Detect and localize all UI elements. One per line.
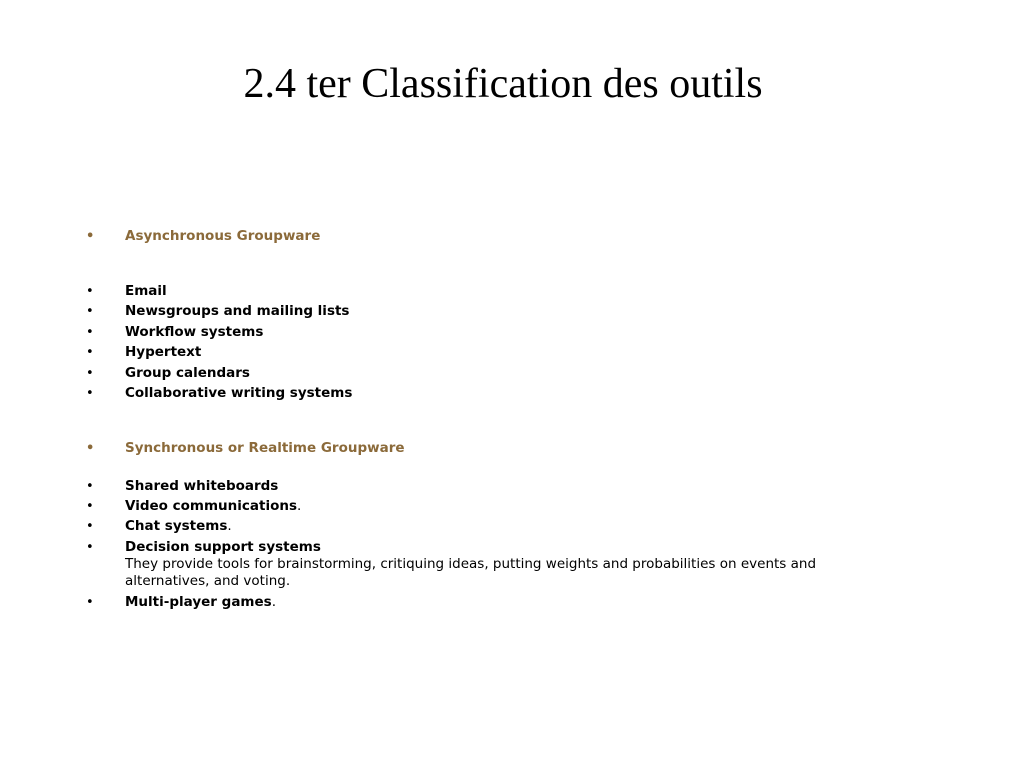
- section-heading-label: Asynchronous Groupware: [125, 228, 321, 244]
- list-item-label: Chat systems: [125, 518, 228, 534]
- bullet-icon: •: [86, 386, 94, 401]
- list-item-suffix: .: [227, 518, 232, 534]
- list-item-suffix: .: [297, 498, 302, 514]
- bullet-icon: •: [86, 325, 94, 340]
- bullet-icon: •: [86, 345, 94, 360]
- list-item-label: Collaborative writing systems: [125, 385, 353, 401]
- bullet-icon: •: [86, 304, 94, 319]
- list-item-label: Video communications: [125, 498, 298, 514]
- list-item-label: Decision support systems: [125, 539, 321, 555]
- section-heading-label: Synchronous or Realtime Groupware: [125, 440, 405, 456]
- slide-title: 2.4 ter Classification des outils: [243, 61, 763, 107]
- bullet-icon: •: [86, 441, 95, 456]
- bullet-icon: •: [86, 366, 94, 381]
- list-item-label: Email: [125, 283, 167, 299]
- list-item-label: Group calendars: [125, 365, 250, 381]
- list-item-label: Newsgroups and mailing lists: [125, 303, 350, 319]
- bullet-icon: •: [86, 519, 94, 534]
- list-item-label: Workflow systems: [125, 324, 264, 340]
- bullet-icon: •: [86, 284, 94, 299]
- bullet-icon: •: [86, 499, 94, 514]
- list-item-label: Multi-player games: [125, 594, 272, 610]
- bullet-icon: •: [86, 479, 94, 494]
- list-item-description: They provide tools for brainstorming, critiquing ideas, putting weights and probabilities on events and alternatives, and voting.: [125, 556, 817, 589]
- list-item-suffix: .: [271, 594, 276, 610]
- list-item-label: Shared whiteboards: [125, 478, 279, 494]
- bullet-icon: •: [86, 229, 95, 244]
- bullet-icon: •: [86, 595, 94, 610]
- bullet-icon: •: [86, 540, 94, 555]
- list-item-label: Hypertext: [125, 344, 202, 360]
